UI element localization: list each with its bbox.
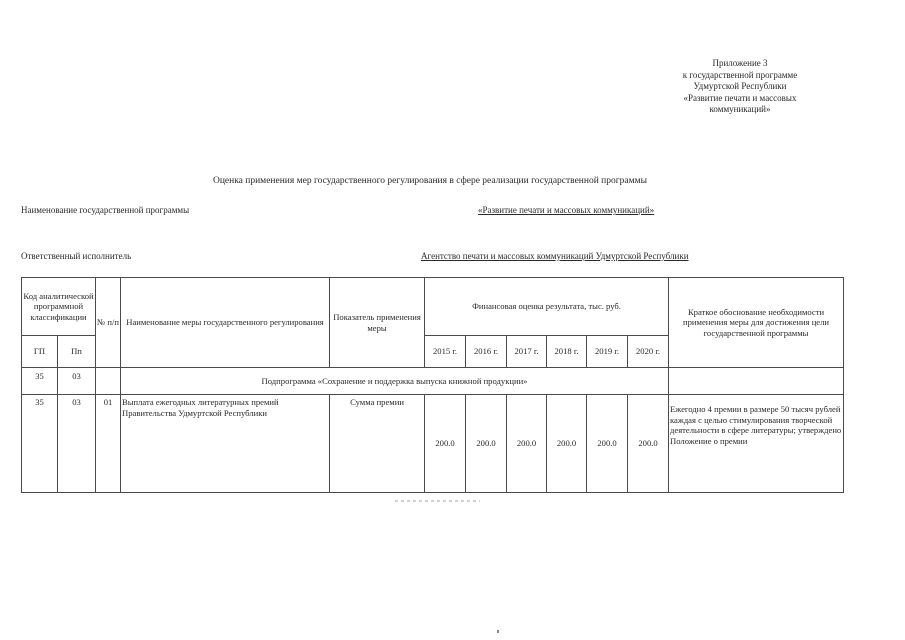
finance-header: Финансовая оценка результата, тыс. руб. [425, 278, 669, 336]
row-gp: 35 [22, 395, 58, 493]
year-header: 2018 г. [547, 336, 587, 368]
year-header: 2017 г. [507, 336, 547, 368]
program-label: Наименование государственной программы [21, 205, 190, 215]
year-header: 2019 г. [587, 336, 628, 368]
row-indicator: Сумма премии [330, 395, 425, 493]
row-value: 200.0 [425, 395, 466, 493]
row-value: 200.0 [547, 395, 587, 493]
indicator-header: Показатель применения меры [330, 278, 425, 368]
executor-label: Ответственный исполнитель [21, 251, 132, 261]
executor-value: Агентство печати и массовых коммуникаций Удмуртской Республики [421, 251, 689, 261]
subprogram-empty-cell [96, 368, 121, 395]
document-title: Оценка применения мер государственного регулирования в сфере реализации государственной программы [212, 176, 648, 186]
subprogram-name: Подпрограмма «Сохранение и поддержка выпуска книжной продукции» [121, 368, 669, 395]
row-number-header: № п/п [96, 278, 121, 368]
appendix-line: к государственной программе [682, 69, 798, 80]
pp-header: Пп [58, 336, 96, 368]
scan-speck [497, 630, 499, 633]
row-pp: 03 [58, 395, 96, 493]
scan-artifact [395, 500, 480, 502]
year-header: 2020 г. [628, 336, 669, 368]
year-header: 2015 г. [425, 336, 466, 368]
subprogram-pp: 03 [58, 368, 96, 395]
row-number: 01 [96, 395, 121, 493]
year-header: 2016 г. [466, 336, 507, 368]
row-value: 200.0 [628, 395, 669, 493]
table-row [22, 395, 844, 493]
program-value: «Развитие печати и массовых коммуникаций» [478, 205, 655, 215]
subprogram-row [22, 368, 844, 395]
appendix-line: Удмуртской Республики [693, 81, 787, 91]
row-value: 200.0 [466, 395, 507, 493]
measure-header: Наименование меры государственного регулирования [121, 278, 330, 368]
row-value: 200.0 [587, 395, 628, 493]
rationale-header: Краткое обоснование необходимости применения меры для достижения цели государственной программы [669, 278, 844, 368]
row-rationale: Ежегодно 4 премии в размере 50 тысяч рублей каждая с целью стимулирования творческой деятельности в сфере литературы; утверждено Положение о премии [669, 395, 844, 493]
appendix-line: Приложение 3 [712, 58, 768, 68]
appendix-line: «Развитие печати и массовых [683, 92, 797, 103]
subprogram-empty-cell [669, 368, 844, 395]
appendix-note [640, 58, 840, 116]
code-header: Код аналитической программной классификации [22, 278, 96, 336]
measures-table [21, 277, 844, 493]
appendix-line: коммуникаций» [709, 104, 771, 114]
subprogram-gp: 35 [22, 368, 58, 395]
gp-header: ГП [22, 336, 58, 368]
row-value: 200.0 [507, 395, 547, 493]
row-measure: Выплата ежегодных литературных премий Правительства Удмуртской Республики [121, 395, 330, 493]
